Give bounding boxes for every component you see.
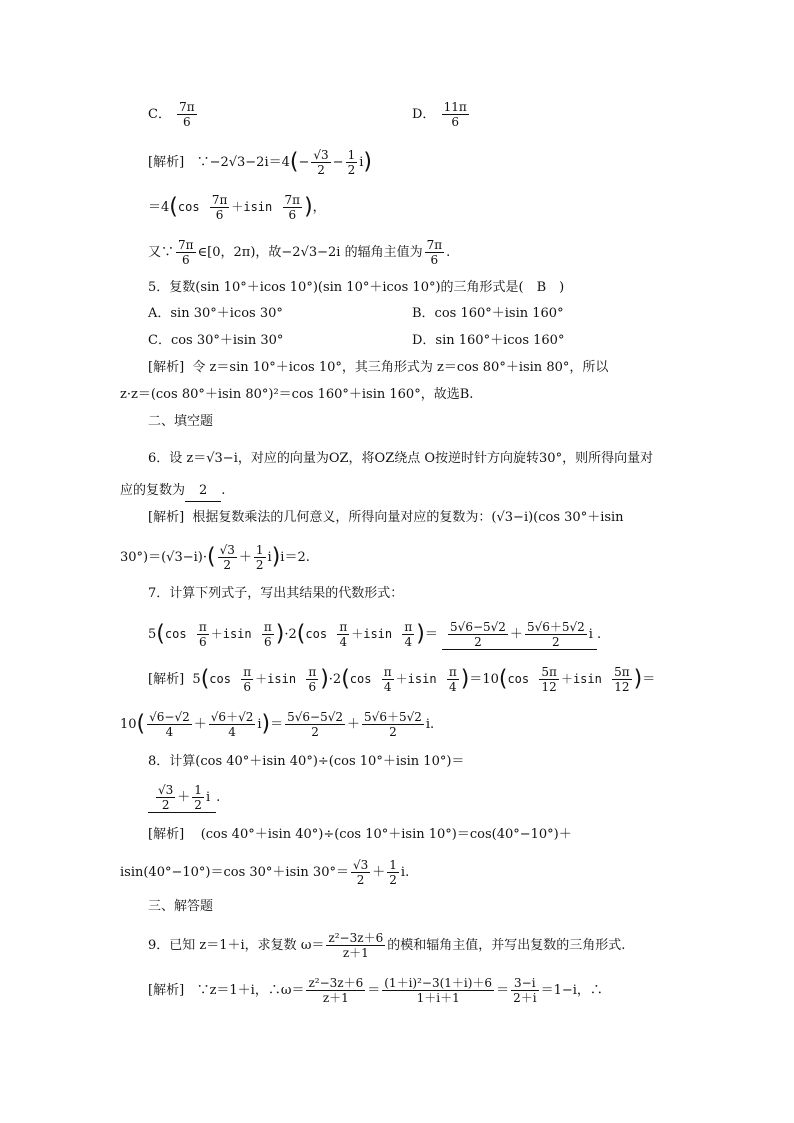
expr-text: ＝4 [148, 200, 170, 215]
solution-tag: [解析] [148, 360, 185, 375]
numerator: 5√6＋5√2 [526, 620, 585, 634]
expr-text: ∵−2√3−2i＝4 [196, 155, 290, 170]
fraction [209, 710, 256, 739]
fraction [176, 238, 196, 267]
denominator: 4 [447, 679, 459, 694]
denominator: 6 [197, 634, 209, 649]
denominator: 4 [209, 724, 256, 739]
solution-text: i. [400, 865, 410, 880]
denominator: 4 [147, 724, 192, 739]
numerator: 1 [347, 148, 356, 162]
solution-text: 令 z＝sin 10°＋icos 10°，其三角形式为 z＝cos 80°＋isin 80°，所以 [192, 360, 609, 375]
expr-text: ＋ [372, 865, 386, 880]
fraction [447, 665, 459, 694]
solution-tag: [解析] [148, 155, 185, 170]
answer-blank: 2 [185, 481, 221, 502]
denominator: 6 [262, 634, 274, 649]
numerator: π [243, 665, 252, 679]
fraction [197, 620, 209, 649]
q8-solution-line2 [120, 858, 409, 887]
q6-solution-line2: 30°)＝(√3−i)·( $\frac{√3}{2}$ ＋ $\frac{1}{2}$ i)i＝2. [120, 543, 310, 572]
q5-stem: 5．复数(sin 10°＋icos 10°)(sin 10°＋icos 10°)的三角形式是( B ) [148, 280, 565, 295]
fraction [306, 976, 365, 1005]
paren: ( [498, 666, 508, 692]
paren: ( [156, 621, 165, 647]
paren: ) [304, 194, 313, 220]
q7-solution-line2 [120, 710, 434, 739]
expr-text: 10 [120, 717, 137, 732]
paren: ( [341, 666, 350, 692]
denominator: 2 [218, 557, 237, 572]
numerator: 7π [179, 100, 195, 114]
fraction [147, 710, 192, 739]
fraction [511, 976, 538, 1005]
q8-solution-line1 [148, 825, 572, 845]
paren: ) [460, 666, 470, 692]
numerator: 5π [541, 665, 557, 679]
fraction [362, 710, 424, 739]
answer-blank [148, 783, 216, 813]
numerator: 7π [211, 193, 228, 207]
expr-text: ＋isin [351, 627, 393, 641]
fraction [382, 665, 394, 694]
denominator: 2＋i [513, 991, 537, 1005]
numerator: π [448, 665, 457, 679]
numerator: 7π [178, 238, 194, 252]
expr-text: ＋ [193, 717, 207, 732]
numerator: 1 [389, 858, 397, 872]
expr-text: ∈[0，2π)，故−2√3−2i 的辐角主值为 [197, 245, 423, 260]
paren: ) [320, 666, 329, 692]
paren: ( [200, 666, 210, 692]
expr-text: cos [349, 672, 372, 686]
denominator: 2 [255, 558, 264, 572]
stem-text: . [221, 483, 226, 498]
q7-expression: 5(cos $\frac{\pi}{6}$ ＋isin $\frac{\pi}{6}$ )·2(cos $\frac{\pi}{4}$ ＋isin $\frac{\pi}{4}$ )＝ $\frac{5√6-5√2}{2}$ ＋ $\frac{5√6+5√2}{2}$ i . [148, 620, 602, 649]
fraction [402, 620, 414, 649]
expr-text: i [359, 155, 364, 170]
fraction [306, 665, 318, 694]
numerator: √3 [219, 543, 235, 557]
denominator: 6 [425, 252, 445, 267]
expr-text: ＋isin [560, 672, 602, 686]
numerator: 5π [614, 665, 630, 679]
denominator: 2 [156, 797, 175, 812]
denominator: 2 [285, 724, 345, 739]
expr-text: ＝ [642, 672, 656, 687]
fraction [525, 620, 587, 649]
expr-text: ＋isin [231, 200, 273, 214]
denominator: z＋1 [306, 990, 365, 1005]
q8-answer-line: $\frac{√3}{2}$ ＋ $\frac{1}{2}$ i . [148, 783, 220, 813]
denominator: 12 [539, 679, 559, 694]
solution-tag: [解析] [148, 510, 185, 525]
numerator: 5√6−5√2 [287, 710, 344, 724]
expr-text: i [257, 717, 262, 732]
q6-stem-line2 [120, 481, 225, 502]
q4-solution-line2 [148, 193, 326, 222]
section-heading: 二、填空题 [148, 414, 214, 429]
expr-text: 又∵ [148, 245, 175, 260]
fraction [612, 665, 632, 694]
expr-text: . [446, 245, 451, 260]
denominator: 6 [241, 679, 253, 694]
paren: ( [207, 544, 216, 570]
expr-text: ＝ [270, 717, 284, 732]
q5-solution-line1 [148, 358, 608, 378]
q9-stem [148, 931, 625, 960]
paren: ) [363, 149, 372, 175]
q7-solution-line1 [148, 665, 655, 694]
q5-solution-line2: z·z＝(cos 80°＋isin 80°)²＝cos 160°＋isin 160°，故选B. [120, 387, 474, 402]
denominator: 6 [210, 207, 230, 222]
fraction [210, 193, 230, 222]
fraction [262, 620, 274, 649]
fraction [192, 783, 204, 812]
denominator: 6 [283, 207, 303, 222]
expr-text: cos [209, 672, 231, 686]
expr-text: 10 [482, 672, 499, 687]
solution-text: isin(40°−10°)＝cos 30°＋isin 30°＝ [120, 865, 349, 880]
expr-text: i [588, 627, 593, 642]
option-label: C． [148, 107, 171, 122]
paren: ( [296, 621, 306, 647]
fraction [254, 543, 266, 572]
q6-solution-line1 [148, 508, 624, 528]
fraction [218, 543, 237, 572]
denominator: 1＋i＋1 [382, 990, 494, 1005]
paren: ( [169, 194, 178, 220]
fraction [351, 858, 370, 887]
q5-option-a: A．sin 30°＋icos 30° [148, 306, 283, 321]
denominator: 6 [176, 252, 196, 267]
fraction [156, 783, 175, 812]
q8-stem: 8．计算(cos 40°＋isin 40°)÷(cos 10°＋isin 10°)＝ [148, 754, 465, 769]
fraction [387, 858, 399, 887]
numerator: √3 [352, 858, 369, 872]
fraction [241, 665, 253, 694]
expr-text: ·2 [284, 627, 297, 642]
denominator: 2 [194, 798, 202, 812]
fraction [346, 148, 358, 177]
denominator: 6 [177, 114, 197, 129]
denominator: 2 [525, 634, 587, 649]
denominator: 2 [362, 724, 424, 739]
solution-tag: [解析] [148, 672, 185, 687]
expr-text: cos [177, 200, 200, 214]
solution-text: (cos 40°＋isin 40°)÷(cos 10°＋isin 10°)＝cos(40°−10°)＋ [200, 827, 572, 842]
numerator: π [308, 665, 317, 679]
paren: ) [271, 544, 281, 570]
q6-stem: 6．设 z＝√3−i，对应的向量为OZ，将OZ绕点 O按逆时针方向旋转30°，则所得向量对 [148, 451, 654, 466]
numerator: (1＋i)²−3(1＋i)＋6 [384, 976, 493, 990]
numerator: π [339, 620, 348, 634]
expr-text: ＋ [177, 790, 191, 805]
solution-tag: [解析] [148, 827, 185, 842]
expr-text: ＋ [238, 550, 252, 565]
denominator: 4 [382, 679, 394, 694]
option-label: D． [412, 107, 436, 122]
expr-text: ＋isin [255, 672, 297, 686]
expr-text: ， [312, 200, 326, 215]
denominator: 2 [448, 634, 508, 649]
solution-text: ∵z＝1＋i，∴ω＝ [196, 983, 305, 998]
expr-text: i [205, 790, 211, 805]
numerator: √6＋√2 [210, 710, 254, 724]
expr-text: − [332, 155, 344, 170]
denominator: 12 [612, 679, 632, 694]
numerator: π [383, 665, 392, 679]
expr-text: ＝ [496, 983, 510, 998]
expr-text: i. [425, 717, 435, 732]
fraction [326, 931, 385, 960]
expr-text: ＝ [424, 627, 438, 642]
numerator: 11π [443, 100, 467, 114]
numerator: z²−3z＋6 [308, 976, 364, 990]
paren: ) [275, 621, 285, 647]
solution-text: i＝2. [280, 550, 310, 565]
expr-text: cos [507, 672, 530, 686]
paren: ( [289, 149, 299, 175]
numerator: 3−i [514, 976, 536, 990]
solution-text: 根据复数乘法的几何意义，所得向量对应的复数为：(√3−i)(cos 30°＋isin [192, 510, 624, 525]
expr-text: ＝ [367, 983, 381, 998]
expr-text: ·2 [328, 672, 342, 687]
denominator: 6 [306, 679, 318, 694]
solution-text: ＝1−i，∴ [540, 983, 603, 998]
q5-option-c: C．cos 30°＋isin 30° [148, 333, 284, 348]
expr-text: ＋ [347, 717, 361, 732]
q5-option-d: D．sin 160°＋icos 160° [412, 333, 565, 348]
denominator: 4 [337, 634, 349, 649]
fraction [283, 193, 303, 222]
stem-text: 9．已知 z＝1＋i，求复数 ω＝ [148, 938, 325, 953]
stem-text: 应的复数为 [120, 483, 186, 498]
solution-text: 30°)＝(√3−i)· [120, 550, 207, 565]
fraction [425, 238, 445, 267]
paren: ( [136, 711, 146, 737]
paren: ) [416, 621, 425, 647]
fraction [442, 100, 469, 129]
numerator: 5√6−5√2 [450, 620, 506, 634]
numerator: 1 [194, 783, 202, 797]
fraction [382, 976, 494, 1005]
solution-tag: [解析] [148, 983, 185, 998]
numerator: π [404, 620, 413, 634]
q5-option-b: B．cos 160°＋isin 160° [412, 306, 564, 321]
option-c [148, 100, 199, 129]
q7-stem: 7．计算下列式子，写出其结果的代数形式： [148, 586, 404, 601]
paren: ) [261, 711, 271, 737]
denominator: 2 [351, 872, 370, 887]
numerator: √3 [158, 783, 174, 797]
numerator: 1 [255, 543, 264, 557]
expr-text: ＋ [509, 627, 523, 642]
fraction [337, 620, 349, 649]
denominator: 2 [311, 162, 330, 177]
expr-text: ＋isin [210, 627, 252, 641]
expr-text: cos [305, 627, 328, 641]
fraction [311, 148, 330, 177]
option-d [412, 100, 471, 129]
expr-text: ＋isin [395, 672, 437, 686]
stem-text: 的模和辐角主值，并写出复数的三角形式. [387, 938, 626, 953]
denominator: 2 [389, 873, 397, 887]
numerator: 7π [426, 238, 443, 252]
answer-blank [442, 620, 597, 650]
numerator: √6−√2 [149, 710, 190, 724]
fraction [285, 710, 345, 739]
numerator: 7π [284, 193, 301, 207]
numerator: √3 [313, 148, 329, 162]
fraction [448, 620, 508, 649]
denominator: 2 [347, 163, 356, 177]
expr-text: 5 [192, 672, 201, 687]
numerator: z²−3z＋6 [328, 931, 384, 945]
expr-text: ＝ [469, 672, 483, 687]
numerator: π [198, 620, 207, 634]
fraction [539, 665, 559, 694]
denominator: 4 [402, 634, 414, 649]
q4-solution-line1: [解析] ∵−2√3−2i＝4(− $\frac{√3}{2}$ − $\frac{1}{2}$ i) [148, 148, 372, 177]
numerator: 5√6＋5√2 [364, 710, 422, 724]
expr-text: 5 [148, 627, 157, 642]
expr-text: cos [164, 627, 187, 641]
q4-solution-line3 [148, 238, 450, 267]
section-heading: 三、解答题 [148, 899, 214, 914]
denominator: 6 [442, 114, 469, 129]
fraction [177, 100, 197, 129]
denominator: z＋1 [326, 945, 385, 960]
numerator: π [263, 620, 272, 634]
q9-solution-line1 [148, 976, 603, 1005]
paren: ) [633, 666, 643, 692]
